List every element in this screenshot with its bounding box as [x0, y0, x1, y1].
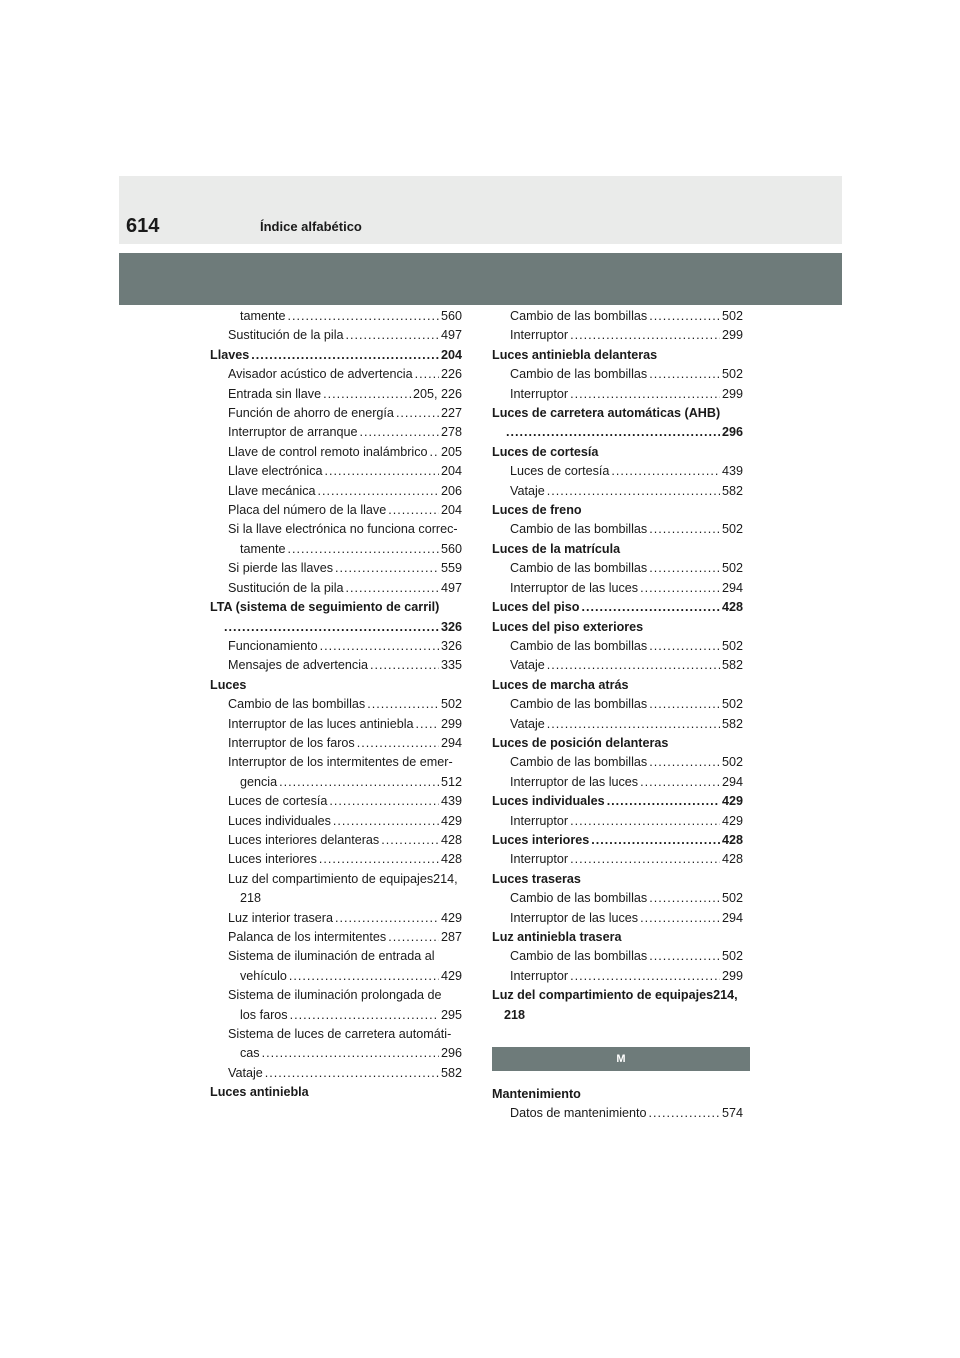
entry-label: Sustitución de la pila — [228, 580, 344, 595]
page-reference: 502 — [721, 522, 743, 537]
entry-label: Vataje — [510, 716, 545, 731]
index-entry — [492, 792, 743, 811]
page-reference: 226 — [440, 367, 462, 382]
index-heading: Luces de freno — [492, 503, 582, 518]
dot-leader — [649, 947, 720, 966]
index-entry — [492, 482, 743, 501]
index-heading: Luz del compartimiento de equipajes214, — [492, 988, 738, 1003]
page-reference: 582 — [721, 483, 743, 498]
dot-leader — [288, 540, 439, 559]
index-entry — [210, 443, 462, 462]
page-reference: 429 — [440, 910, 462, 925]
entry-label: Luces interiores — [492, 832, 590, 847]
index-entry — [492, 909, 743, 928]
dot-leader — [649, 307, 720, 326]
header-band — [119, 176, 842, 244]
entry-label: Interruptor de las luces antiniebla — [228, 716, 414, 731]
index-entry — [492, 850, 743, 869]
index-heading: Luces traseras — [492, 871, 581, 886]
index-entry — [210, 967, 462, 986]
index-entry — [210, 773, 462, 792]
entry-label: Interruptor — [510, 386, 569, 401]
entry-label: Cambio de las bombillas — [510, 309, 648, 323]
dot-leader — [325, 462, 439, 481]
dot-leader — [547, 482, 720, 501]
dot-leader — [290, 1006, 439, 1025]
entry-label: Placa del número de la llave — [228, 503, 387, 518]
entry-label: Cambio de las bombillas — [228, 697, 366, 712]
dot-leader — [506, 423, 720, 442]
index-heading: Luz antiniebla trasera — [492, 930, 622, 944]
page-reference: 439 — [721, 464, 743, 479]
entry-label: Llave electrónica — [228, 464, 323, 479]
entry-label: Entrada sin llave — [228, 386, 322, 401]
dot-leader — [570, 967, 720, 986]
index-entry — [210, 346, 462, 365]
dot-leader — [357, 734, 439, 753]
page-reference: 299 — [721, 386, 743, 401]
page-reference: 502 — [721, 949, 743, 964]
dot-leader — [640, 773, 720, 792]
index-heading: Mantenimiento — [492, 1087, 581, 1102]
page-reference: 335 — [440, 658, 462, 673]
entry-label: Si pierde las llaves — [228, 561, 333, 576]
page-reference: 559 — [440, 561, 462, 576]
entry-label: Interruptor — [510, 968, 569, 983]
entry-label: Interruptor de arranque — [228, 425, 358, 440]
dot-leader — [591, 831, 720, 850]
page-reference: 428 — [440, 852, 462, 867]
index-entry — [492, 812, 743, 831]
page-reference: 299 — [440, 716, 462, 731]
index-heading: Luces de carretera automáticas (AHB) — [492, 406, 721, 421]
index-entry — [492, 656, 743, 675]
page-reference: 287 — [440, 930, 462, 944]
index-entry — [210, 812, 462, 831]
page-reference: 497 — [440, 328, 462, 343]
dot-leader — [323, 385, 411, 404]
index-entry — [492, 773, 743, 792]
page-reference: 294 — [440, 735, 462, 750]
page-reference: 582 — [440, 1065, 462, 1080]
entry-label: Cambio de las bombillas — [510, 755, 648, 770]
index-entry — [492, 326, 743, 345]
page-reference: 294 — [721, 580, 743, 595]
entry-label: cas — [240, 1046, 260, 1061]
index-column-left — [210, 307, 462, 1103]
section-letter-bar: M — [492, 1047, 750, 1071]
entry-label: Vataje — [510, 658, 545, 673]
index-entry — [492, 423, 743, 442]
dot-leader — [346, 579, 439, 598]
dot-leader — [289, 967, 439, 986]
page-number: 614 — [126, 215, 160, 237]
index-entry — [492, 753, 743, 772]
index-heading: Luces — [210, 677, 247, 692]
page-reference: 502 — [721, 561, 743, 576]
index-entry — [210, 1044, 462, 1063]
dot-leader — [396, 404, 439, 423]
index-entry — [210, 326, 462, 345]
index-entry — [210, 637, 462, 656]
page-reference: 294 — [721, 774, 743, 789]
index-entry — [210, 909, 462, 928]
entry-label: Interruptor de los intermitentes de emer- — [228, 755, 453, 770]
index-entry — [210, 1006, 462, 1025]
dot-leader — [570, 326, 720, 345]
index-heading: Luces antiniebla — [210, 1085, 309, 1100]
dot-leader — [547, 656, 720, 675]
page-reference: 296 — [440, 1046, 462, 1061]
index-heading: Luces de marcha atrás — [492, 677, 629, 692]
index-entry — [492, 385, 743, 404]
page-reference: 512 — [440, 774, 462, 789]
index-entry — [210, 715, 462, 734]
dot-leader — [251, 346, 439, 365]
dot-leader — [649, 695, 720, 714]
entry-label: Interruptor — [510, 852, 569, 867]
page-reference: 429 — [721, 813, 743, 828]
index-entry — [492, 695, 743, 714]
page-reference: 502 — [721, 309, 743, 323]
dot-leader — [335, 559, 439, 578]
entry-label: Cambio de las bombillas — [510, 522, 648, 537]
page-reference: 428 — [721, 852, 743, 867]
page-reference: 326 — [440, 619, 462, 634]
dot-leader — [329, 792, 439, 811]
index-heading: Luces de la matrícula — [492, 541, 621, 556]
page-reference: 204 — [440, 464, 462, 479]
dot-leader — [319, 850, 439, 869]
entry-label: Llaves — [210, 347, 250, 362]
page-reference: 204 — [440, 347, 462, 362]
page-title: Índice alfabético — [260, 219, 362, 234]
dot-leader — [607, 792, 720, 811]
index-heading: Luces de posición delanteras — [492, 735, 669, 750]
dot-leader — [370, 656, 439, 675]
index-entry — [210, 559, 462, 578]
entry-label: Interruptor de las luces — [510, 774, 639, 789]
entry-label: Interruptor de las luces — [510, 910, 639, 925]
dot-leader — [318, 482, 439, 501]
dot-leader — [430, 443, 439, 462]
entry-label: Interruptor — [510, 328, 569, 343]
index-entry — [210, 540, 462, 559]
dot-leader — [570, 385, 720, 404]
dot-leader — [388, 928, 439, 947]
entry-label: Luces interiores delanteras — [228, 832, 380, 847]
dot-leader — [416, 715, 439, 734]
entry-label: Cambio de las bombillas — [510, 949, 648, 964]
entry-label: Sustitución de la pila — [228, 328, 344, 343]
dot-leader — [360, 423, 439, 442]
page-reference: 582 — [721, 658, 743, 673]
dot-leader — [547, 715, 720, 734]
entry-label: Avisador acústico de advertencia — [228, 367, 413, 382]
page-reference: 429 — [440, 813, 462, 828]
page-reference: 428 — [721, 832, 743, 847]
page-reference: 497 — [440, 580, 462, 595]
index-entry — [210, 734, 462, 753]
index-entry — [210, 850, 462, 869]
page-reference: 295 — [440, 1007, 462, 1022]
entry-label: Luces interiores — [228, 852, 317, 867]
index-heading: LTA (sistema de seguimiento de carril) — [210, 600, 440, 615]
entry-label: tamente — [240, 309, 286, 323]
entry-label: tamente — [240, 541, 286, 556]
index-entry — [492, 637, 743, 656]
entry-label: Interruptor de los faros — [228, 735, 355, 750]
index-entry — [210, 307, 462, 326]
index-heading: Luces del piso exteriores — [492, 619, 644, 634]
dot-leader — [415, 365, 439, 384]
index-entry — [210, 792, 462, 811]
entry-label: Sistema de luces de carretera automáti- — [228, 1027, 452, 1042]
index-entry — [492, 598, 743, 617]
dot-leader — [570, 812, 720, 831]
index-entry — [492, 559, 743, 578]
entry-label: vehículo — [240, 968, 287, 983]
index-entry — [492, 889, 743, 908]
entry-label: Luces de cortesía — [510, 464, 610, 479]
index-entry — [210, 423, 462, 442]
index-entry — [210, 385, 462, 404]
page-reference: 428 — [721, 600, 743, 615]
index-entry — [210, 501, 462, 520]
dot-leader — [265, 1064, 439, 1083]
index-heading: 218 — [504, 1007, 526, 1022]
entry-label: gencia — [240, 774, 278, 789]
page-reference: 502 — [440, 697, 462, 712]
header-bar — [119, 253, 842, 305]
entry-label: los faros — [240, 1007, 288, 1022]
index-entry — [210, 618, 462, 637]
dot-leader — [320, 637, 439, 656]
dot-leader — [640, 909, 720, 928]
dot-leader — [649, 889, 720, 908]
dot-leader — [640, 579, 720, 598]
index-entry — [210, 579, 462, 598]
dot-leader — [333, 812, 439, 831]
index-entry — [492, 307, 743, 326]
dot-leader — [262, 1044, 439, 1063]
page-reference: 429 — [440, 968, 462, 983]
dot-leader — [367, 695, 439, 714]
index-entry — [492, 947, 743, 966]
page-reference: 204 — [440, 503, 462, 518]
entry-label: Cambio de las bombillas — [510, 638, 648, 653]
dot-leader — [611, 462, 720, 481]
page-reference: 227 — [440, 406, 462, 421]
page-reference: 428 — [440, 832, 462, 847]
entry-label: Cambio de las bombillas — [510, 561, 648, 576]
page-reference: 326 — [440, 638, 462, 653]
entry-label: Luz interior trasera — [228, 910, 333, 925]
entry-label: Luces individuales — [492, 794, 605, 809]
page-reference: 502 — [721, 367, 743, 382]
entry-label: Llave de control remoto inalámbrico — [228, 444, 428, 459]
index-entry — [492, 831, 743, 850]
index-entry — [492, 579, 743, 598]
dot-leader — [649, 365, 720, 384]
dot-leader — [649, 753, 720, 772]
dot-leader — [649, 520, 720, 539]
entry-label: Si la llave electrónica no funciona correc- — [228, 522, 458, 537]
entry-label: Función de ahorro de energía — [228, 406, 394, 421]
dot-leader — [346, 326, 439, 345]
entry-label: Interruptor de las luces — [510, 580, 639, 595]
index-column-right — [492, 307, 743, 1124]
entry-label: Llave mecánica — [228, 483, 316, 498]
index-entry — [210, 656, 462, 675]
dot-leader — [388, 501, 439, 520]
entry-label: 218 — [240, 891, 262, 906]
dot-leader — [649, 559, 720, 578]
index-entry — [210, 831, 462, 850]
index-entry — [210, 482, 462, 501]
index-entry — [492, 520, 743, 539]
entry-label: Funcionamiento — [228, 638, 318, 653]
dot-leader — [649, 637, 720, 656]
page-reference: 502 — [721, 638, 743, 653]
index-entry — [210, 1064, 462, 1083]
page-reference: 582 — [721, 716, 743, 731]
entry-label: Mensajes de advertencia — [228, 658, 369, 673]
entry-label: Sistema de iluminación prolongada de — [228, 988, 442, 1003]
index-heading: Luces de cortesía — [492, 444, 599, 459]
entry-label: Cambio de las bombillas — [510, 891, 648, 906]
index-entry — [492, 462, 743, 481]
page-reference: 205, 226 — [412, 386, 462, 401]
index-entry — [492, 1104, 743, 1123]
index-entry — [492, 967, 743, 986]
dot-leader — [224, 618, 439, 637]
index-entry — [492, 365, 743, 384]
index-entry — [492, 715, 743, 734]
page-reference: 560 — [440, 309, 462, 323]
index-heading: Luces antiniebla delanteras — [492, 347, 658, 362]
index-entry — [210, 462, 462, 481]
page-reference: 502 — [721, 891, 743, 906]
dot-leader — [570, 850, 720, 869]
page-reference: 296 — [721, 425, 743, 440]
dot-leader — [649, 1104, 720, 1123]
page-reference: 574 — [721, 1106, 743, 1121]
entry-label: Luces del piso — [492, 600, 580, 615]
page-reference: 439 — [440, 794, 462, 809]
entry-label: Luces individuales — [228, 813, 331, 828]
index-entry — [210, 365, 462, 384]
entry-label: Vataje — [510, 483, 545, 498]
page-reference: 206 — [440, 483, 462, 498]
page-reference: 560 — [440, 541, 462, 556]
entry-label: Luces de cortesía — [228, 794, 328, 809]
page-reference: 299 — [721, 328, 743, 343]
page-reference: 502 — [721, 755, 743, 770]
entry-label: Luz del compartimiento de equipajes214, — [228, 871, 458, 886]
page-reference: 299 — [721, 968, 743, 983]
dot-leader — [581, 598, 720, 617]
dot-leader — [381, 831, 439, 850]
entry-label: Sistema de iluminación de entrada al — [228, 949, 435, 964]
page-reference: 278 — [440, 425, 462, 440]
dot-leader — [279, 773, 439, 792]
index-entry — [210, 928, 462, 947]
entry-label: Cambio de las bombillas — [510, 697, 648, 712]
index-entry — [210, 404, 462, 423]
page-reference: 294 — [721, 910, 743, 925]
index-entry — [210, 695, 462, 714]
dot-leader — [288, 307, 439, 326]
page-reference: 502 — [721, 697, 743, 712]
entry-label: Interruptor — [510, 813, 569, 828]
entry-label: Cambio de las bombillas — [510, 367, 648, 382]
entry-label: Datos de mantenimiento — [510, 1106, 647, 1121]
dot-leader — [335, 909, 439, 928]
page-reference: 429 — [721, 794, 743, 809]
entry-label: Palanca de los intermitentes — [228, 930, 387, 944]
page-reference: 205 — [440, 444, 462, 459]
entry-label: Vataje — [228, 1065, 263, 1080]
